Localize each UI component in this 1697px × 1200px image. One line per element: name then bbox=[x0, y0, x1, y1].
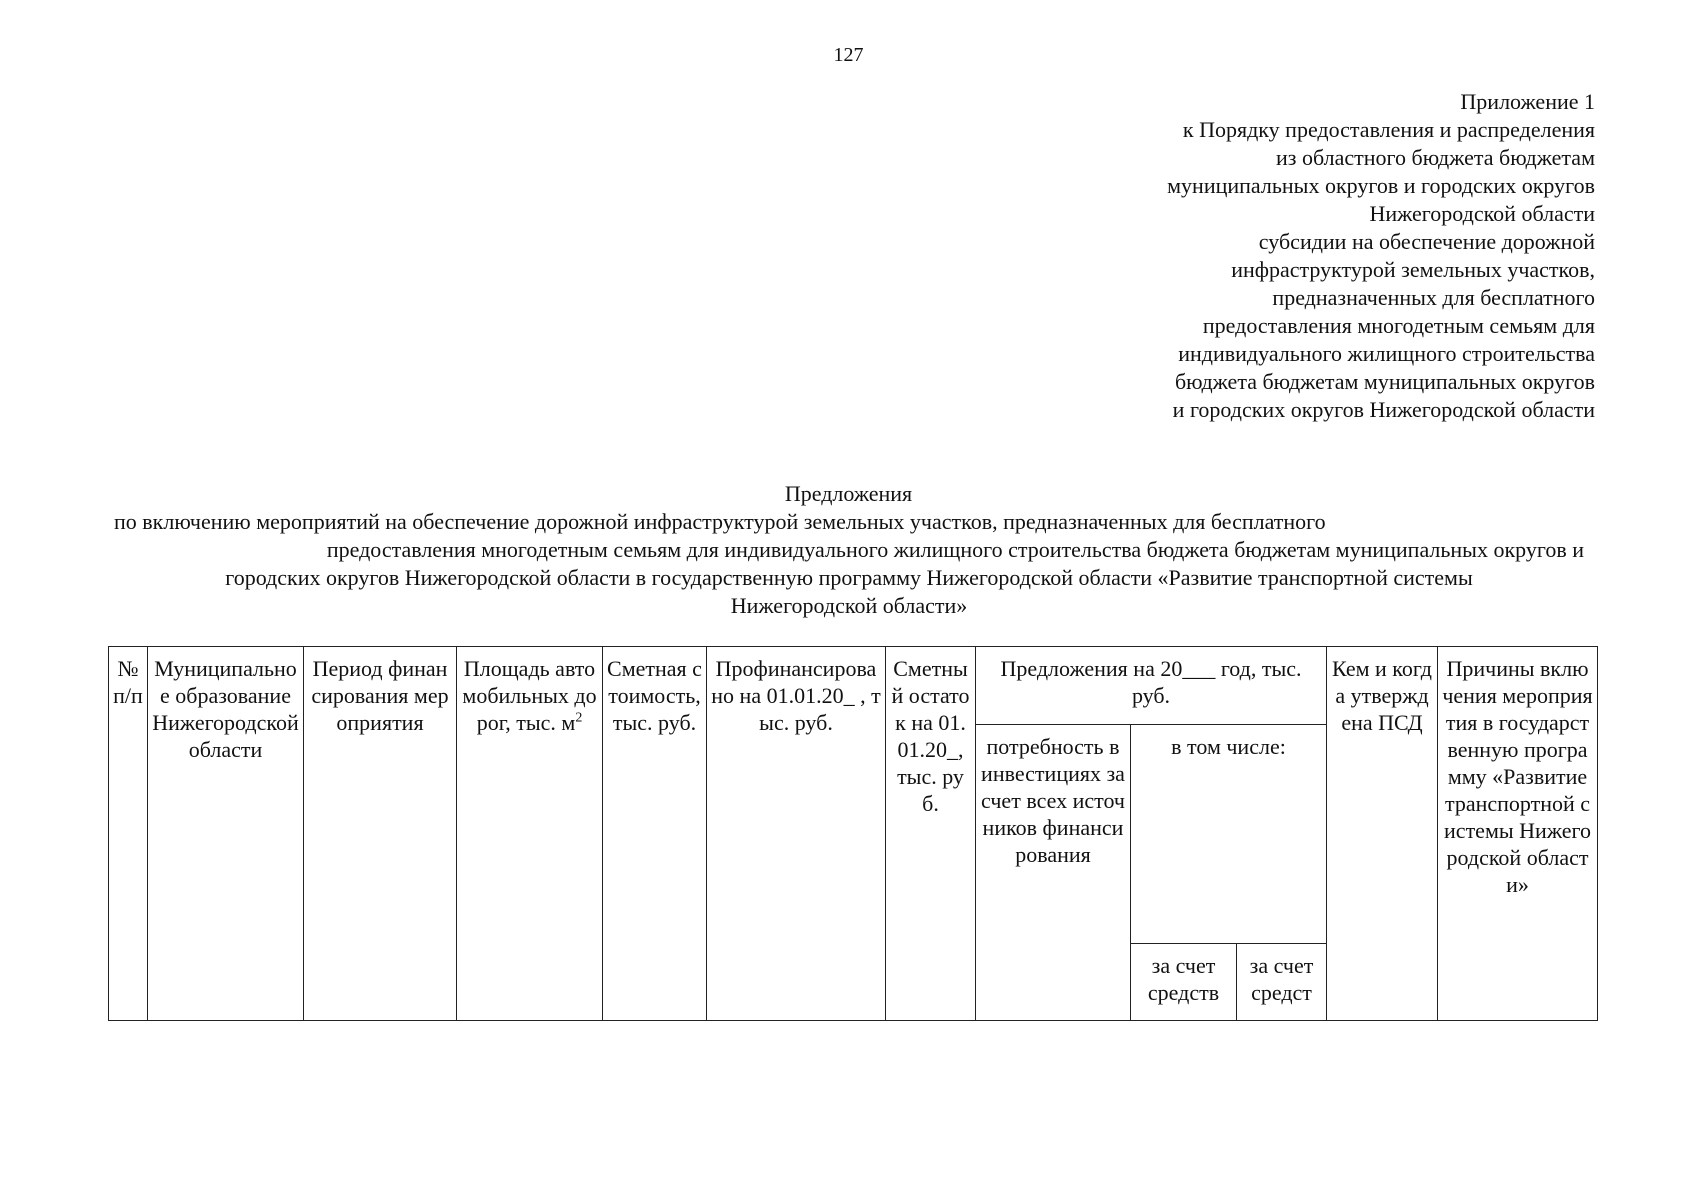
subtitle-line: по включению мероприятий на обеспечение дорожной инфраструктурой земельных участков, предназначенных для бесплатного bbox=[114, 509, 1326, 534]
appendix-line: Приложение 1 bbox=[1460, 89, 1595, 114]
header-investment-need: потребность в инвестициях за счет всех источников финансирования bbox=[976, 725, 1131, 1021]
appendix-line: к Порядку предоставления и распределения bbox=[1182, 117, 1595, 142]
header-number: № п/п bbox=[109, 647, 148, 1021]
header-municipality: Муниципальное образование Нижегородской области bbox=[148, 647, 304, 1021]
appendix-header bbox=[955, 88, 1595, 424]
document-title: Предложения bbox=[784, 481, 913, 506]
header-road-area bbox=[457, 647, 603, 1021]
header-estimated-cost: Сметная стоимость, тыс. руб. bbox=[603, 647, 707, 1021]
road-area-superscript: 2 bbox=[575, 710, 583, 726]
subtitle-line: городских округов Нижегородской области в государственную программу Нижегородской области «Развитие транспортной системы bbox=[225, 565, 1473, 590]
header-approved-by: Кем и когда утверждена ПСД bbox=[1327, 647, 1438, 1021]
header-period: Период финансирования мероприятия bbox=[304, 647, 457, 1021]
document-subtitle bbox=[112, 508, 1586, 620]
header-estimated-balance: Сметный остаток на 01.01.20_, тыс. руб. bbox=[886, 647, 976, 1021]
subtitle-line: Нижегородской области» bbox=[730, 593, 968, 618]
appendix-line: Нижегородской области bbox=[1369, 201, 1595, 226]
header-including: в том числе: bbox=[1131, 725, 1327, 944]
header-reasons: Причины включения мероприятия в государственную программу «Развитие транспортной системы Нижегородской области» bbox=[1438, 647, 1598, 1021]
road-area-text: Площадь автомобильных дорог, тыс. м bbox=[462, 656, 597, 735]
appendix-line: предоставления многодетным семьям для bbox=[1202, 313, 1595, 338]
appendix-line: муниципальных округов и городских округов bbox=[1167, 173, 1595, 198]
appendix-line: предназначенных для бесплатного bbox=[1272, 285, 1595, 310]
header-funds-b: за счет средст bbox=[1237, 944, 1327, 1021]
appendix-line: индивидуального жилищного строительства bbox=[1178, 341, 1595, 366]
header-funds-a: за счет средств bbox=[1131, 944, 1237, 1021]
appendix-line: бюджета бюджетам муниципальных округов bbox=[1174, 369, 1595, 394]
header-financed: Профинансировано на 01.01.20_ , тыс. руб. bbox=[707, 647, 886, 1021]
proposals-table bbox=[108, 646, 1598, 1021]
appendix-line: и городских округов Нижегородской области bbox=[1172, 397, 1595, 422]
appendix-line: из областного бюджета бюджетам bbox=[1276, 145, 1595, 170]
header-proposals: Предложения на 20___ год, тыс. руб. bbox=[976, 647, 1327, 725]
page-number: 127 bbox=[833, 44, 864, 66]
appendix-line: инфраструктурой земельных участков, bbox=[1231, 257, 1595, 282]
proposals-table-wrapper bbox=[108, 646, 1598, 1021]
appendix-line: субсидии на обеспечение дорожной bbox=[1258, 229, 1595, 254]
subtitle-line: предоставления многодетным семьям для индивидуального жилищного строительства бюджета бюджетам муниципальных округов и bbox=[326, 537, 1584, 562]
